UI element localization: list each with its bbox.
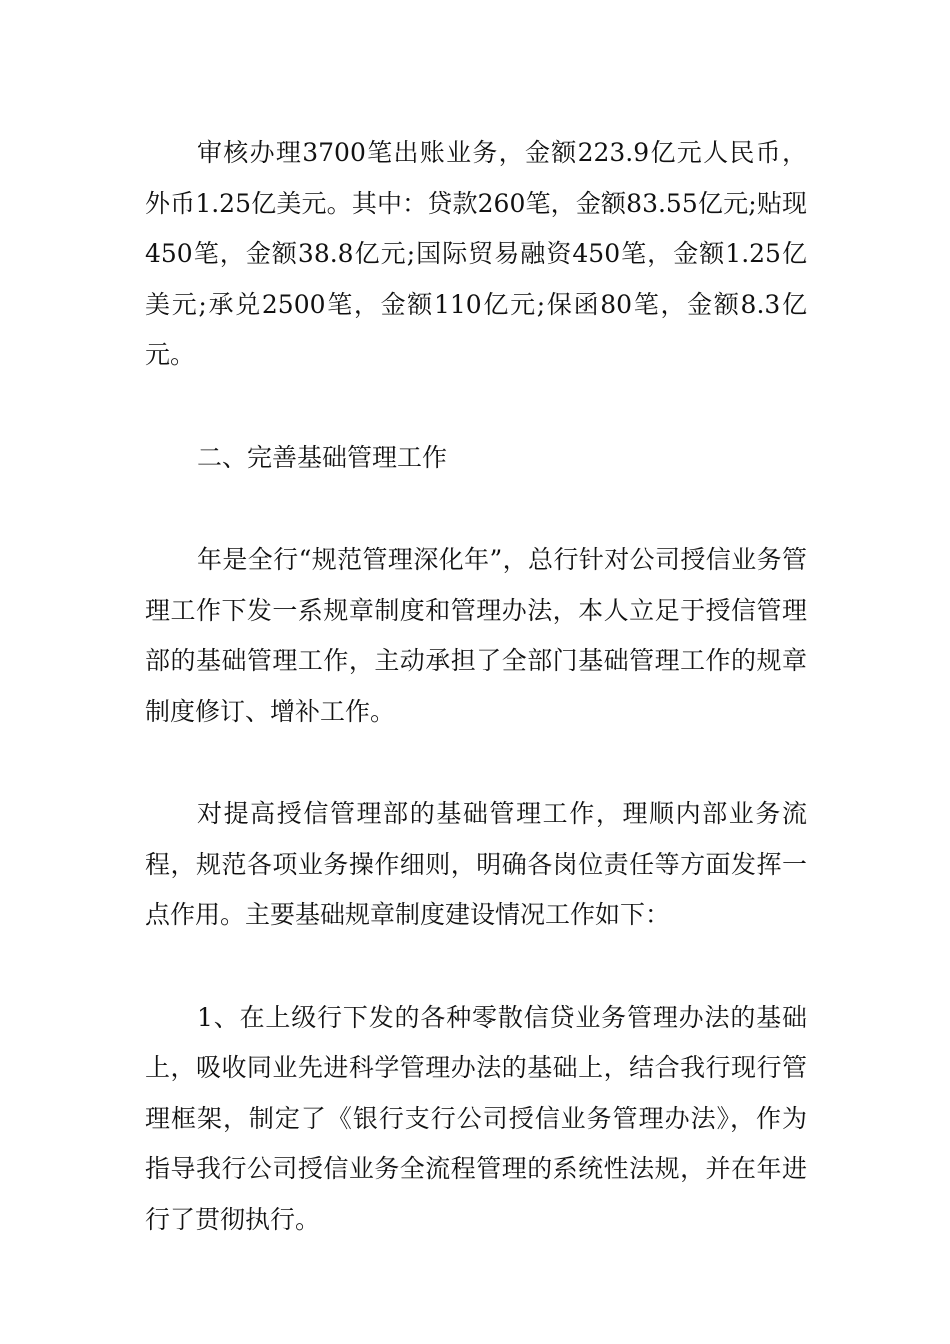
- paragraph-item-1: 1、在上级行下发的各种零散信贷业务管理办法的基础上，吸收同业先进科学管理办法的基础上，结合我行现行管理框架，制定了《银行支行公司授信业务管理办法》，作为指导我行公司授信业务全流程管理的系统性法规，并在年进行了贯彻执行。: [145, 1002, 807, 1234]
- paragraph-management-year: 年是全行“规范管理深化年”，总行针对公司授信业务管理工作下发一系规章制度和管理办法，本人立足于授信管理部的基础管理工作，主动承担了全部门基础管理工作的规章制度修订、增补工作。: [145, 545, 807, 726]
- paragraph-improve-management: 对提高授信管理部的基础管理工作，理顺内部业务流程，规范各项业务操作细则，明确各岗位责任等方面发挥一点作用。主要基础规章制度建设情况工作如下：: [145, 799, 807, 929]
- paragraph-business-statistics: 审核办理3700笔出账业务，金额223.9亿元人民币，外币1.25亿美元。其中：贷款260笔，金额83.55亿元;贴现450笔，金额38.8亿元;国际贸易融资450笔，金额1.25亿美元;承兑2500笔，金额110亿元;保函80笔，金额8.3亿元。: [145, 138, 807, 369]
- document-page: [145, 128, 807, 1297]
- section-heading-basic-management: 二、完善基础管理工作: [197, 442, 448, 472]
